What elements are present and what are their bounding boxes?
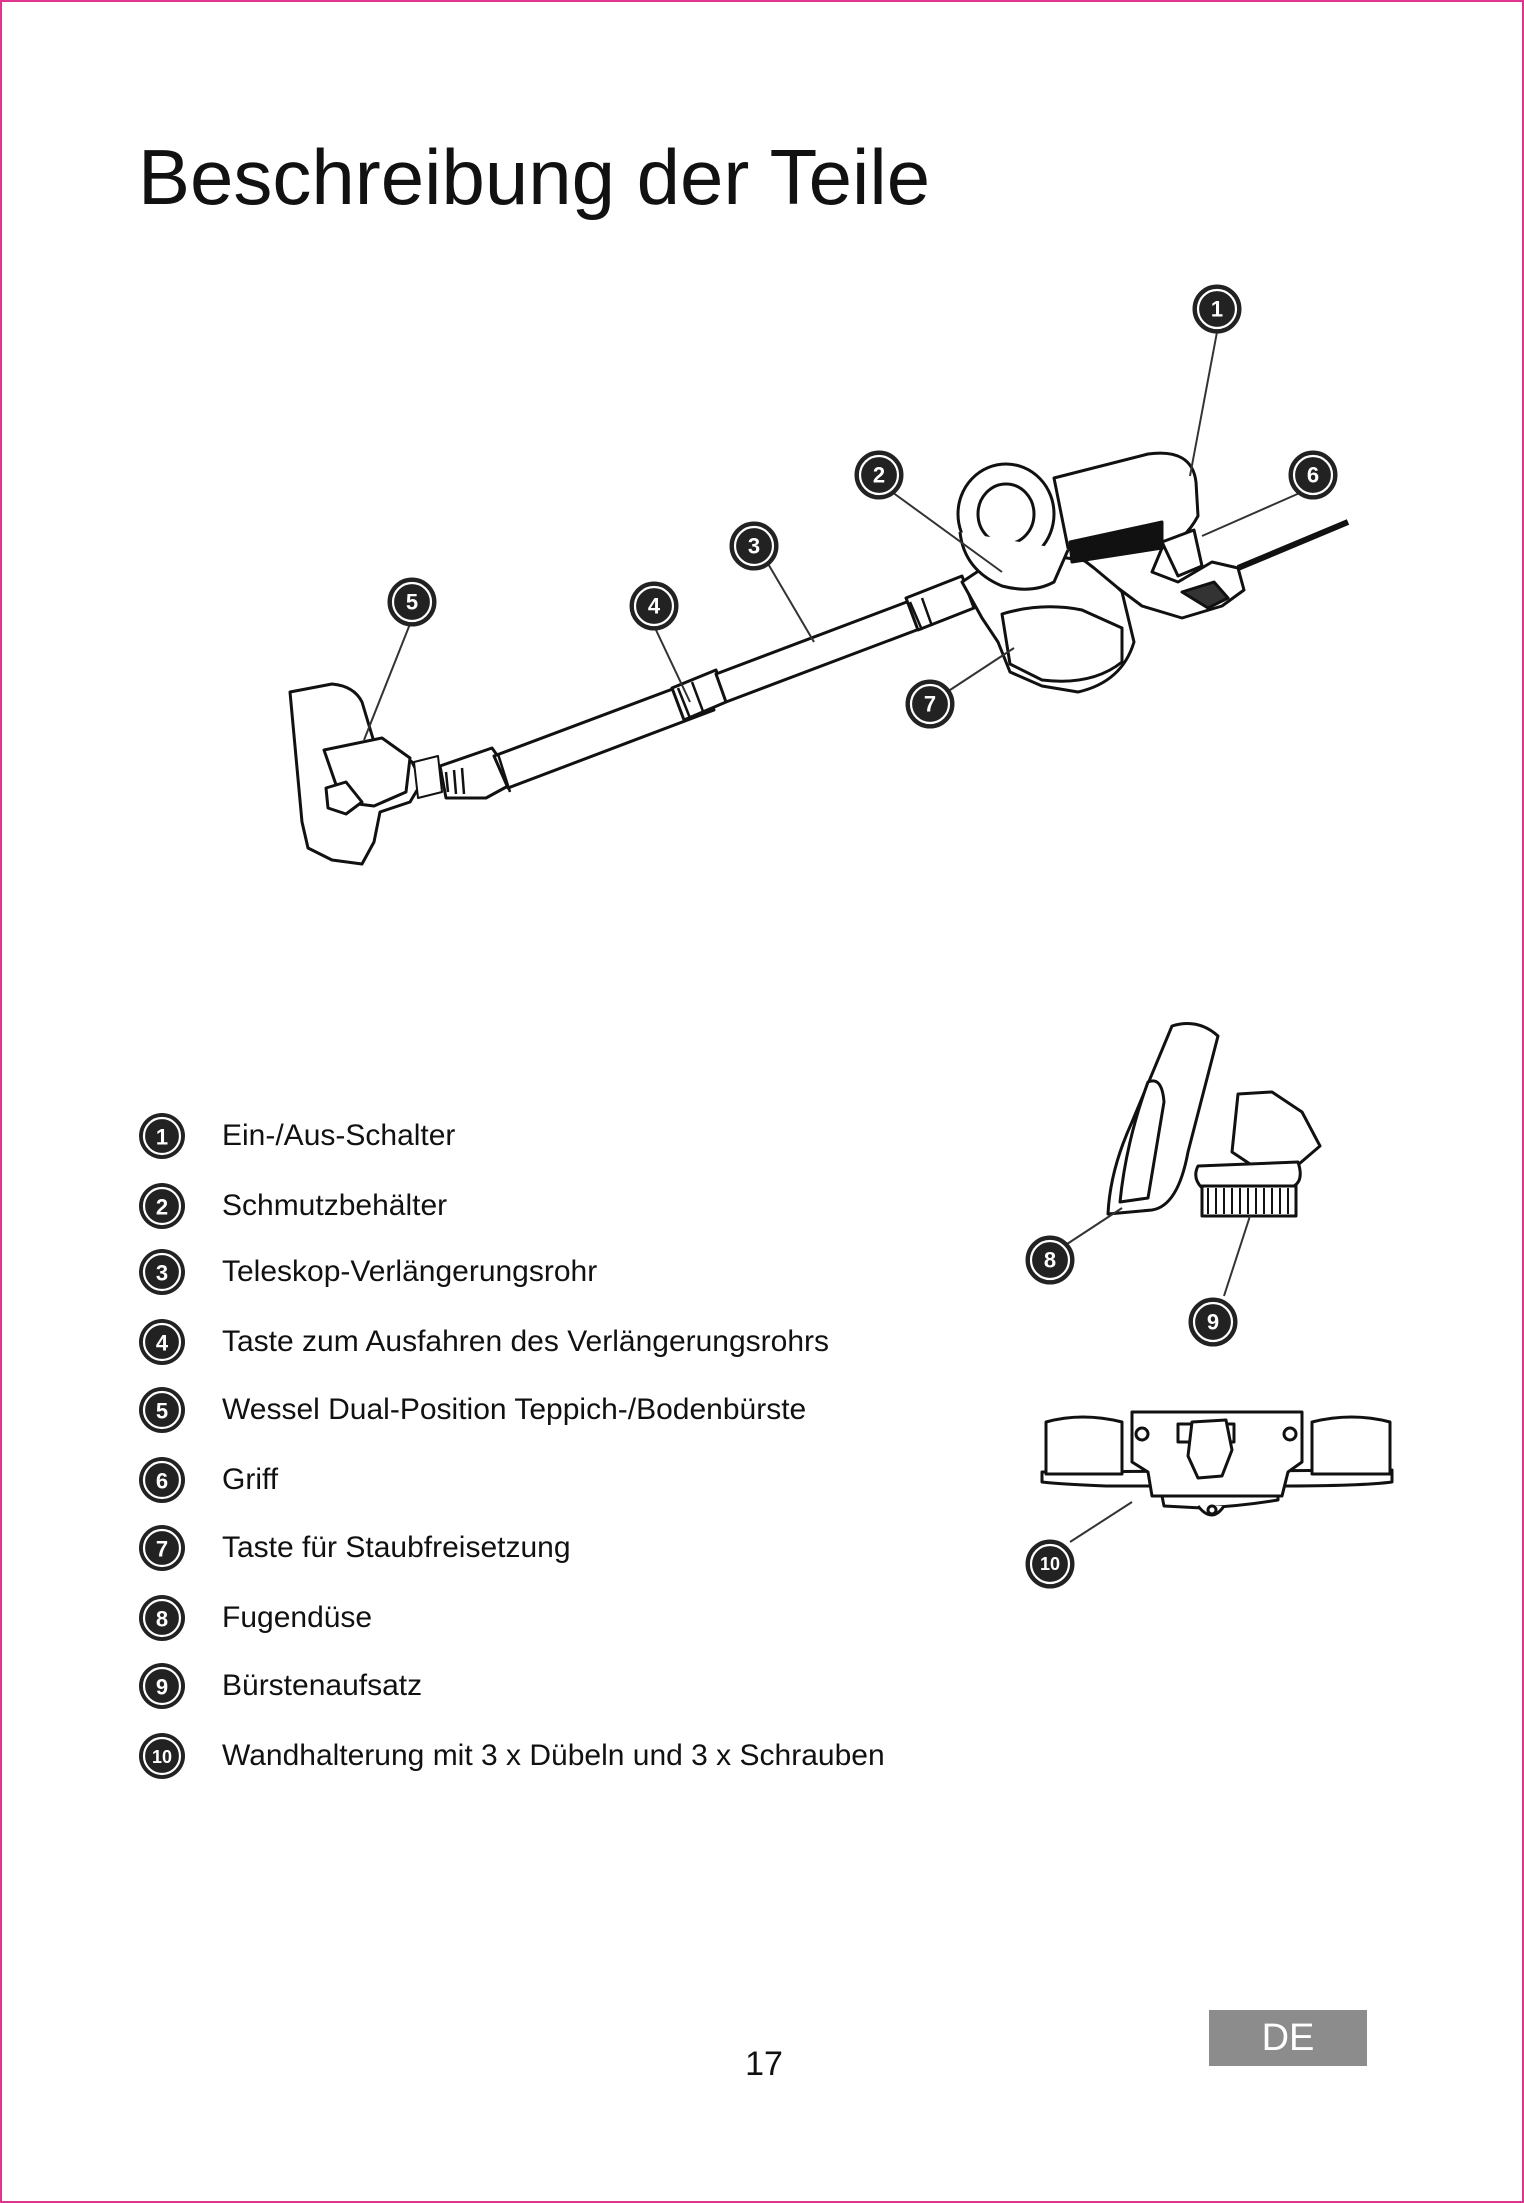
legend-item: [138, 1662, 422, 1710]
page-title: Beschreibung der Teile: [138, 133, 931, 221]
page-number: 17: [745, 2045, 783, 2083]
number-badge-icon: [138, 1732, 186, 1780]
legend-label: Taste für Staubfreisetzung: [222, 1531, 571, 1564]
legend-item: [138, 1732, 885, 1780]
svg-text:5: 5: [155, 1398, 169, 1424]
svg-text:6: 6: [155, 1468, 169, 1494]
callout-1: [1193, 285, 1241, 333]
legend-item: [138, 1594, 372, 1642]
callout-7: [906, 680, 954, 728]
language-badge: DE: [1209, 2010, 1367, 2066]
legend-item: [138, 1456, 278, 1504]
legend-item: [138, 1248, 597, 1296]
svg-text:7: 7: [923, 691, 937, 717]
number-badge-icon: [138, 1662, 186, 1710]
svg-text:2: 2: [872, 462, 886, 488]
callout-2: [855, 451, 903, 499]
callout-10: [1026, 1540, 1074, 1588]
callout-3: [730, 522, 778, 570]
svg-text:3: 3: [747, 533, 761, 559]
svg-text:10: 10: [151, 1747, 173, 1767]
legend-label: Fugendüse: [222, 1601, 373, 1634]
legend-label: Bürstenaufsatz: [222, 1669, 423, 1702]
svg-text:4: 4: [647, 593, 661, 619]
number-badge-icon: [138, 1524, 186, 1572]
callout-8: [1026, 1236, 1074, 1284]
callout-4: [630, 582, 678, 630]
svg-text:6: 6: [1306, 462, 1320, 488]
svg-text:4: 4: [155, 1330, 169, 1356]
svg-text:8: 8: [155, 1606, 169, 1632]
number-badge-icon: [138, 1318, 186, 1366]
svg-text:2: 2: [155, 1194, 169, 1220]
wall-mount-drawing: [1042, 1412, 1392, 1515]
number-badge-icon: [138, 1456, 186, 1504]
legend-label: Schmutzbehälter: [222, 1189, 448, 1222]
upper-tube-drawing: [716, 600, 922, 702]
svg-text:10: 10: [1039, 1554, 1061, 1574]
svg-text:9: 9: [1206, 1309, 1220, 1335]
svg-text:1: 1: [155, 1124, 169, 1150]
callout-6: [1289, 451, 1337, 499]
number-badge-icon: [138, 1594, 186, 1642]
svg-text:3: 3: [155, 1260, 169, 1286]
number-badge-icon: [138, 1182, 186, 1230]
legend-label: Taste zum Ausfahren des Verlängerungsrohrs: [222, 1325, 830, 1358]
callout-5: [388, 578, 436, 626]
number-badge-icon: [138, 1112, 186, 1160]
legend-label: Wandhalterung mit 3 x Dübeln und 3 x Schrauben: [222, 1739, 885, 1772]
number-badge-icon: [138, 1386, 186, 1434]
legend-item: [138, 1112, 455, 1160]
legend-item: [138, 1182, 447, 1230]
legend-label: Ein-/Aus-Schalter: [222, 1119, 456, 1152]
legend-label: Griff: [222, 1463, 279, 1496]
legend-item: [138, 1524, 571, 1572]
svg-text:9: 9: [155, 1674, 169, 1700]
svg-text:5: 5: [405, 589, 419, 615]
brush-attachment-drawing: [1196, 1092, 1320, 1216]
legend-item: [138, 1386, 806, 1434]
callout-9: [1189, 1298, 1237, 1346]
legend-label: Teleskop-Verlängerungsrohr: [222, 1255, 598, 1288]
svg-text:7: 7: [155, 1536, 169, 1562]
number-badge-icon: [138, 1248, 186, 1296]
svg-text:1: 1: [1210, 296, 1224, 322]
svg-text:8: 8: [1043, 1247, 1057, 1273]
legend-label: Wessel Dual-Position Teppich-/Bodenbürste: [222, 1393, 807, 1426]
legend-item: [138, 1318, 829, 1366]
